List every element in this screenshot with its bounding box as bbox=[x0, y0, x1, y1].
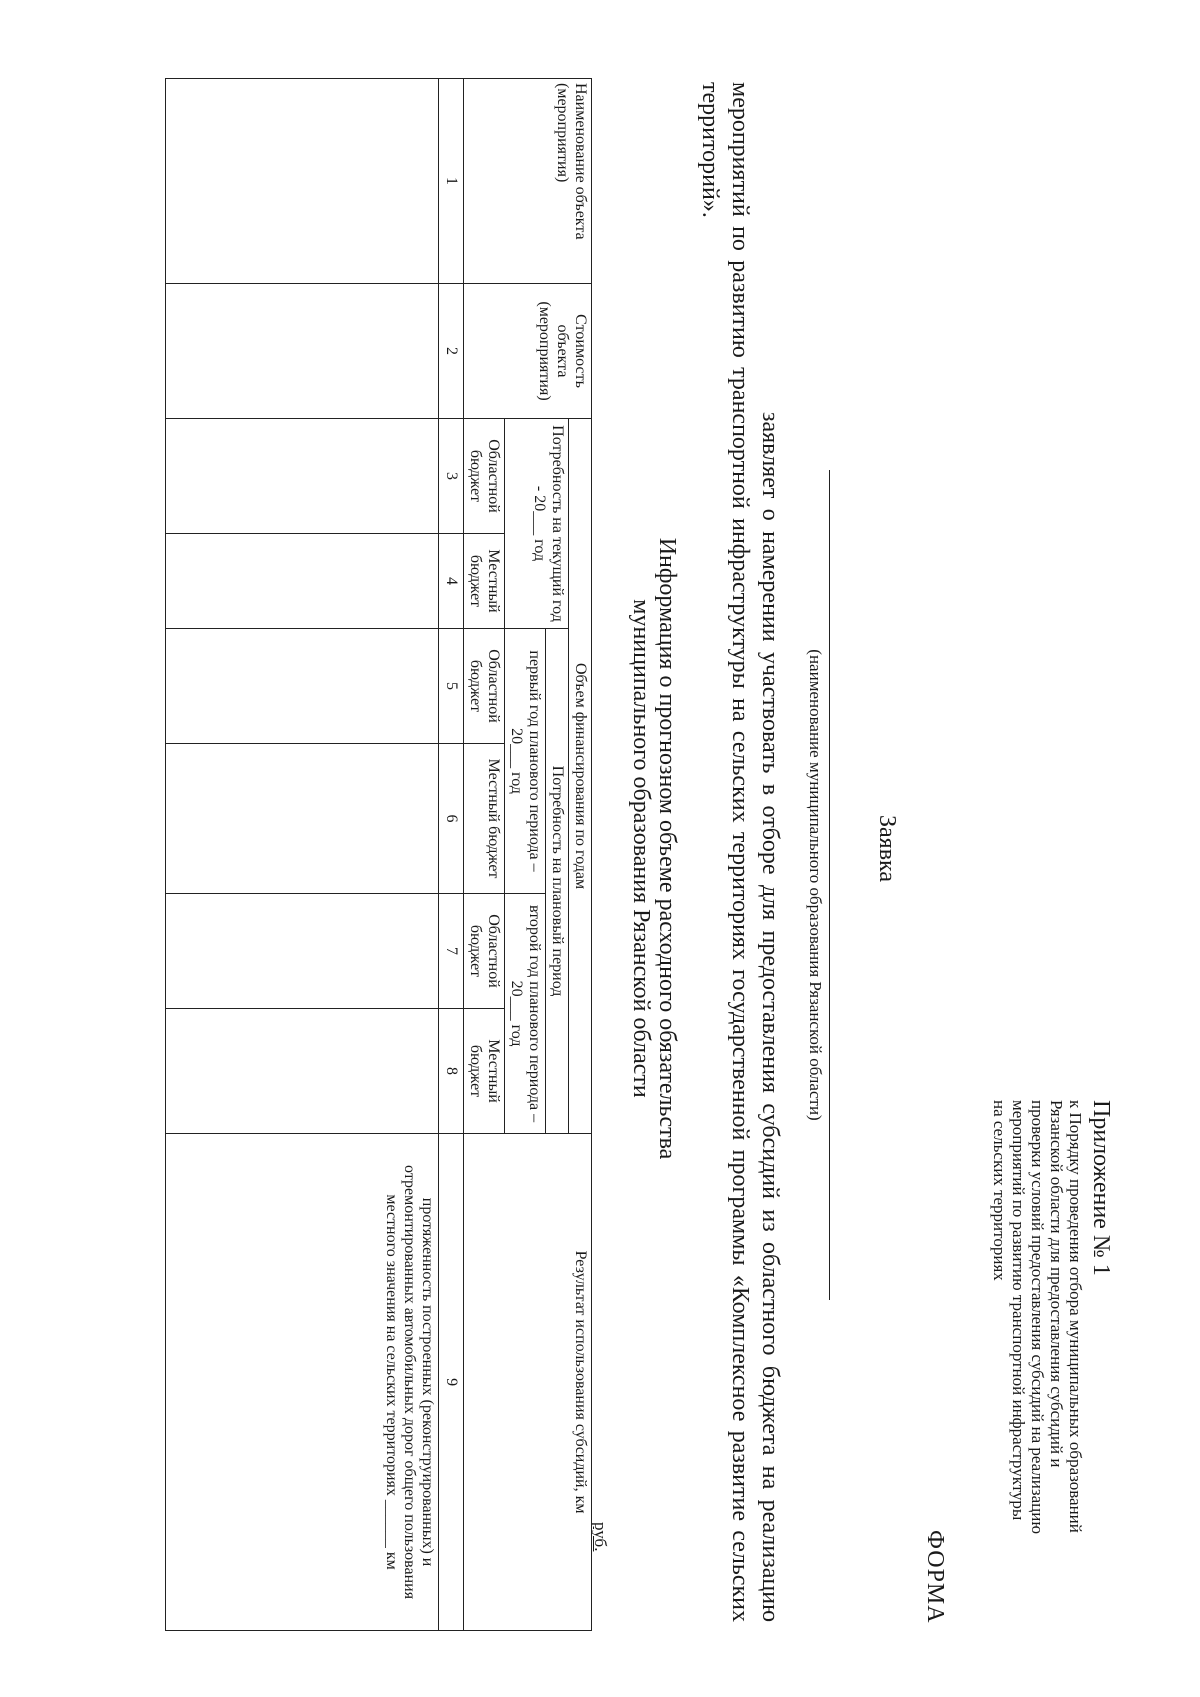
municipality-name-caption: (наименование муниципального образования Рязанской области) bbox=[806, 649, 825, 1121]
cell-second-local[interactable] bbox=[166, 1009, 439, 1134]
header-object-name: Наименование объекта (мероприятия) bbox=[464, 79, 592, 284]
form-label: ФОРМА bbox=[922, 1530, 948, 1624]
currency-label: руб. bbox=[591, 1522, 610, 1552]
info-heading bbox=[628, 0, 680, 1697]
cell-first-regional[interactable] bbox=[166, 629, 439, 744]
column-number: 2 bbox=[439, 284, 464, 419]
cell-current-local[interactable] bbox=[166, 534, 439, 629]
municipality-name-field[interactable] bbox=[829, 470, 830, 1300]
info-heading-line: Информация о прогнозном объеме расходного обязательства bbox=[654, 537, 680, 1160]
header-regional-budget: Областной бюджет bbox=[464, 629, 505, 744]
column-number: 6 bbox=[439, 744, 464, 894]
header-local-budget: Местный бюджет bbox=[464, 1009, 505, 1134]
table-row bbox=[166, 79, 439, 1631]
appendix-line: Рязанской области для предоставления субсидий и bbox=[1047, 1100, 1066, 1468]
appendix-block bbox=[990, 1100, 1115, 1610]
header-funding: Объем финансирования по годам bbox=[569, 419, 592, 1134]
cell-cost[interactable] bbox=[166, 284, 439, 419]
info-heading-line: муниципального образования Рязанской области bbox=[628, 599, 654, 1098]
column-number-row bbox=[439, 79, 464, 1631]
header-cost: Стоимость объекта (мероприятия) bbox=[464, 284, 592, 419]
header-planned-period: Потребность на плановый период bbox=[546, 629, 569, 1134]
appendix-line: проверки условий предоставления субсидий на реализацию bbox=[1028, 1100, 1047, 1535]
cell-object-name[interactable] bbox=[166, 79, 439, 284]
appendix-title: Приложение № 1 bbox=[1088, 1100, 1114, 1276]
column-number: 9 bbox=[439, 1134, 464, 1631]
header-result: Результат использования субсидий, км bbox=[464, 1134, 592, 1631]
column-number: 8 bbox=[439, 1009, 464, 1134]
cell-current-regional[interactable] bbox=[166, 419, 439, 534]
funding-table bbox=[165, 78, 592, 1631]
header-current-year: Потребность на текущий год - 20___ год bbox=[505, 419, 569, 629]
column-number: 5 bbox=[439, 629, 464, 744]
column-number: 7 bbox=[439, 894, 464, 1009]
statement-paragraph: заявляет о намерении участвовать в отборе для предоставления субсидий из областного бюджета на реализацию мероприятий по развитию транспортной инфраструктуры на сельских территориях государственной программы «Комплексное развитие сельских территорий». bbox=[697, 82, 783, 1622]
header-local-budget: Местный бюджет bbox=[464, 744, 505, 894]
column-number: 1 bbox=[439, 79, 464, 284]
table-header-row bbox=[569, 79, 592, 1631]
document-title: Заявка bbox=[874, 815, 900, 882]
header-local-budget: Местный бюджет bbox=[464, 534, 505, 629]
header-regional-budget: Областной бюджет bbox=[464, 894, 505, 1009]
appendix-line: на сельских территориях bbox=[990, 1100, 1009, 1281]
appendix-line: мероприятий по развитию транспортной инфраструктуры bbox=[1009, 1100, 1028, 1521]
header-regional-budget: Областной бюджет bbox=[464, 419, 505, 534]
appendix-line: к Порядку проведения отбора муниципальных образований bbox=[1066, 1100, 1085, 1533]
header-second-plan-year: второй год планового периода – 20___ год bbox=[505, 894, 546, 1134]
column-number: 4 bbox=[439, 534, 464, 629]
cell-first-local[interactable] bbox=[166, 744, 439, 894]
column-number: 3 bbox=[439, 419, 464, 534]
cell-result: протяженность построенных (реконструированных) и отремонтированных автомобильных дорог общего пользования местного значения на сельских территориях ______ км bbox=[166, 1134, 439, 1631]
cell-second-regional[interactable] bbox=[166, 894, 439, 1009]
header-first-plan-year: первый год планового периода – 20___ год bbox=[505, 629, 546, 894]
